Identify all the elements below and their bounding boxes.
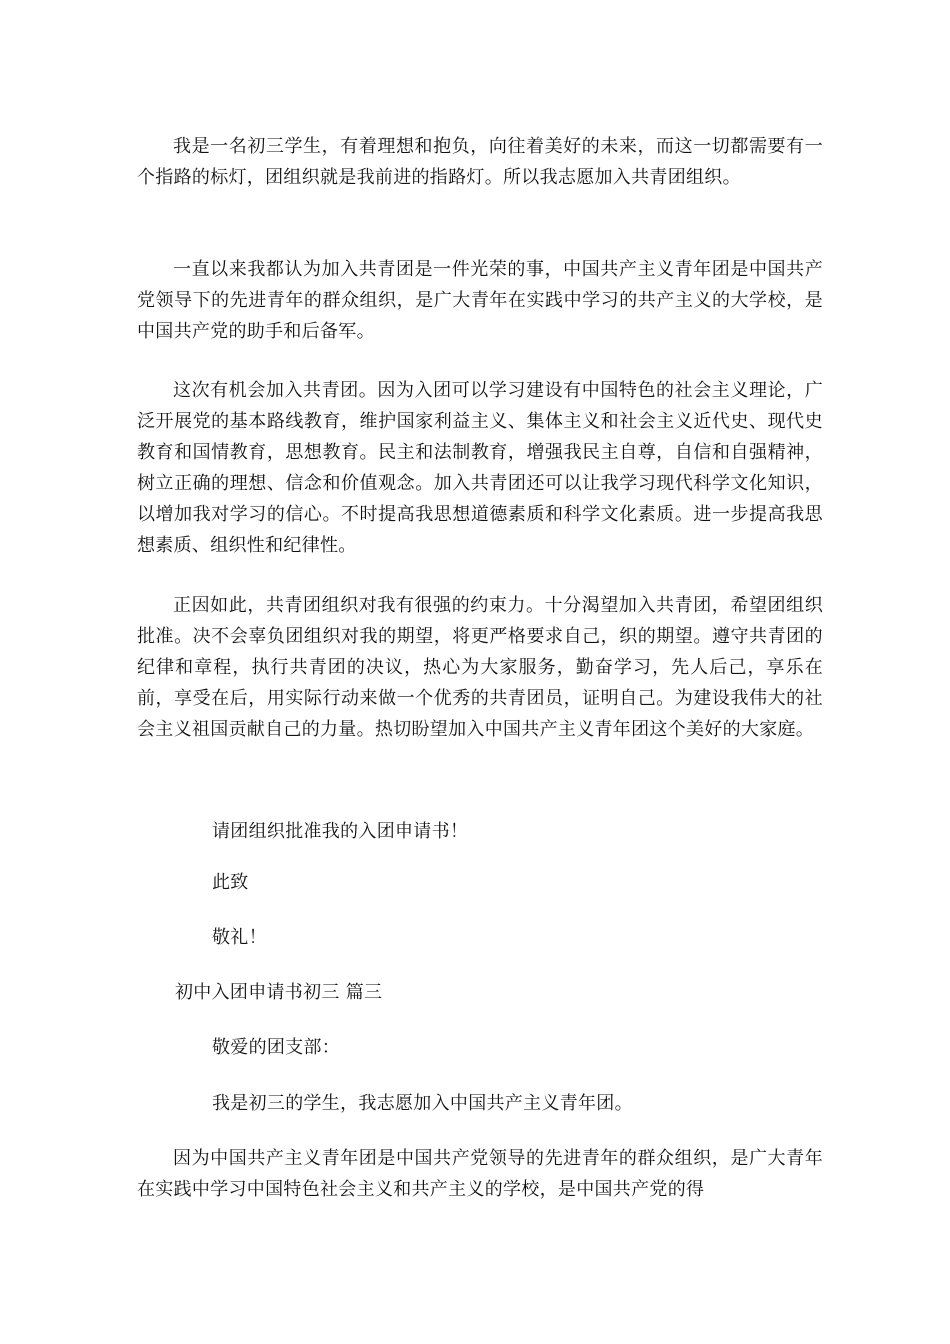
paragraph-reason-cont: 因为中国共产主义青年团是中国共产党领导的先进青年的群众组织，是广大青年在实践中学习中国特色社会主义和共产主义的学校，是中国共产党的得 [137,1148,823,1200]
salutation: 敬爱的团支部： [212,1037,341,1058]
closing-jingli: 敬礼！ [212,927,267,948]
paragraph-reasons: 这次有机会加入共青团。因为入团可以学习建设有中国特色的社会主义理论，广泛开展党的基本路线教育，维护国家利益主义、集体主义和社会主义近代史、现代史教育和国情教育，思想教育。民主和法制教育，增强我民主自尊，自信和自强精神，树立正确的理想、信念和价值观念。加入共青团还可以让我学习现代科学文化知识，以增加我对学习的信心。不时提高我思想道德素质和科学文化素质。进一步提高我思想素质、组织性和纪律性。 [137,380,823,556]
section-heading: 初中入团申请书初三 篇三 [175,982,383,1003]
paragraph-commitment: 正因如此，共青团组织对我有很强的约束力。十分渴望加入共青团，希望团组织批准。决不会辜负团组织对我的期望，将更严格要求自己，织的期望。遵守共青团的纪律和章程，执行共青团的决议，热心为大家服务，勤奋学习，先人后己，享乐在前，享受在后，用实际行动来做一个优秀的共青团员，证明自己。为建设我伟大的社会主义祖国贡献自己的力量。热切盼望加入中国共产主义青年团这个美好的大家庭。 [137,595,823,740]
intro-line: 我是初三的学生，我志愿加入中国共产主义青年团。 [212,1093,633,1114]
paragraph-honor: 一直以来我都认为加入共青团是一件光荣的事，中国共产主义青年团是中国共产党领导下的先进青年的群众组织，是广大青年在实践中学习的共产主义的大学校，是中国共产党的助手和后备军。 [137,259,823,342]
paragraph-aspiration: 我是一名初三学生，有着理想和抱负，向往着美好的未来，而这一切都需要有一个指路的标灯，团组织就是我前进的指路灯。所以我志愿加入共青团组织。 [137,136,823,188]
closing-cizhi: 此致 [212,872,249,893]
request-line: 请团组织批准我的入团申请书！ [212,821,469,842]
